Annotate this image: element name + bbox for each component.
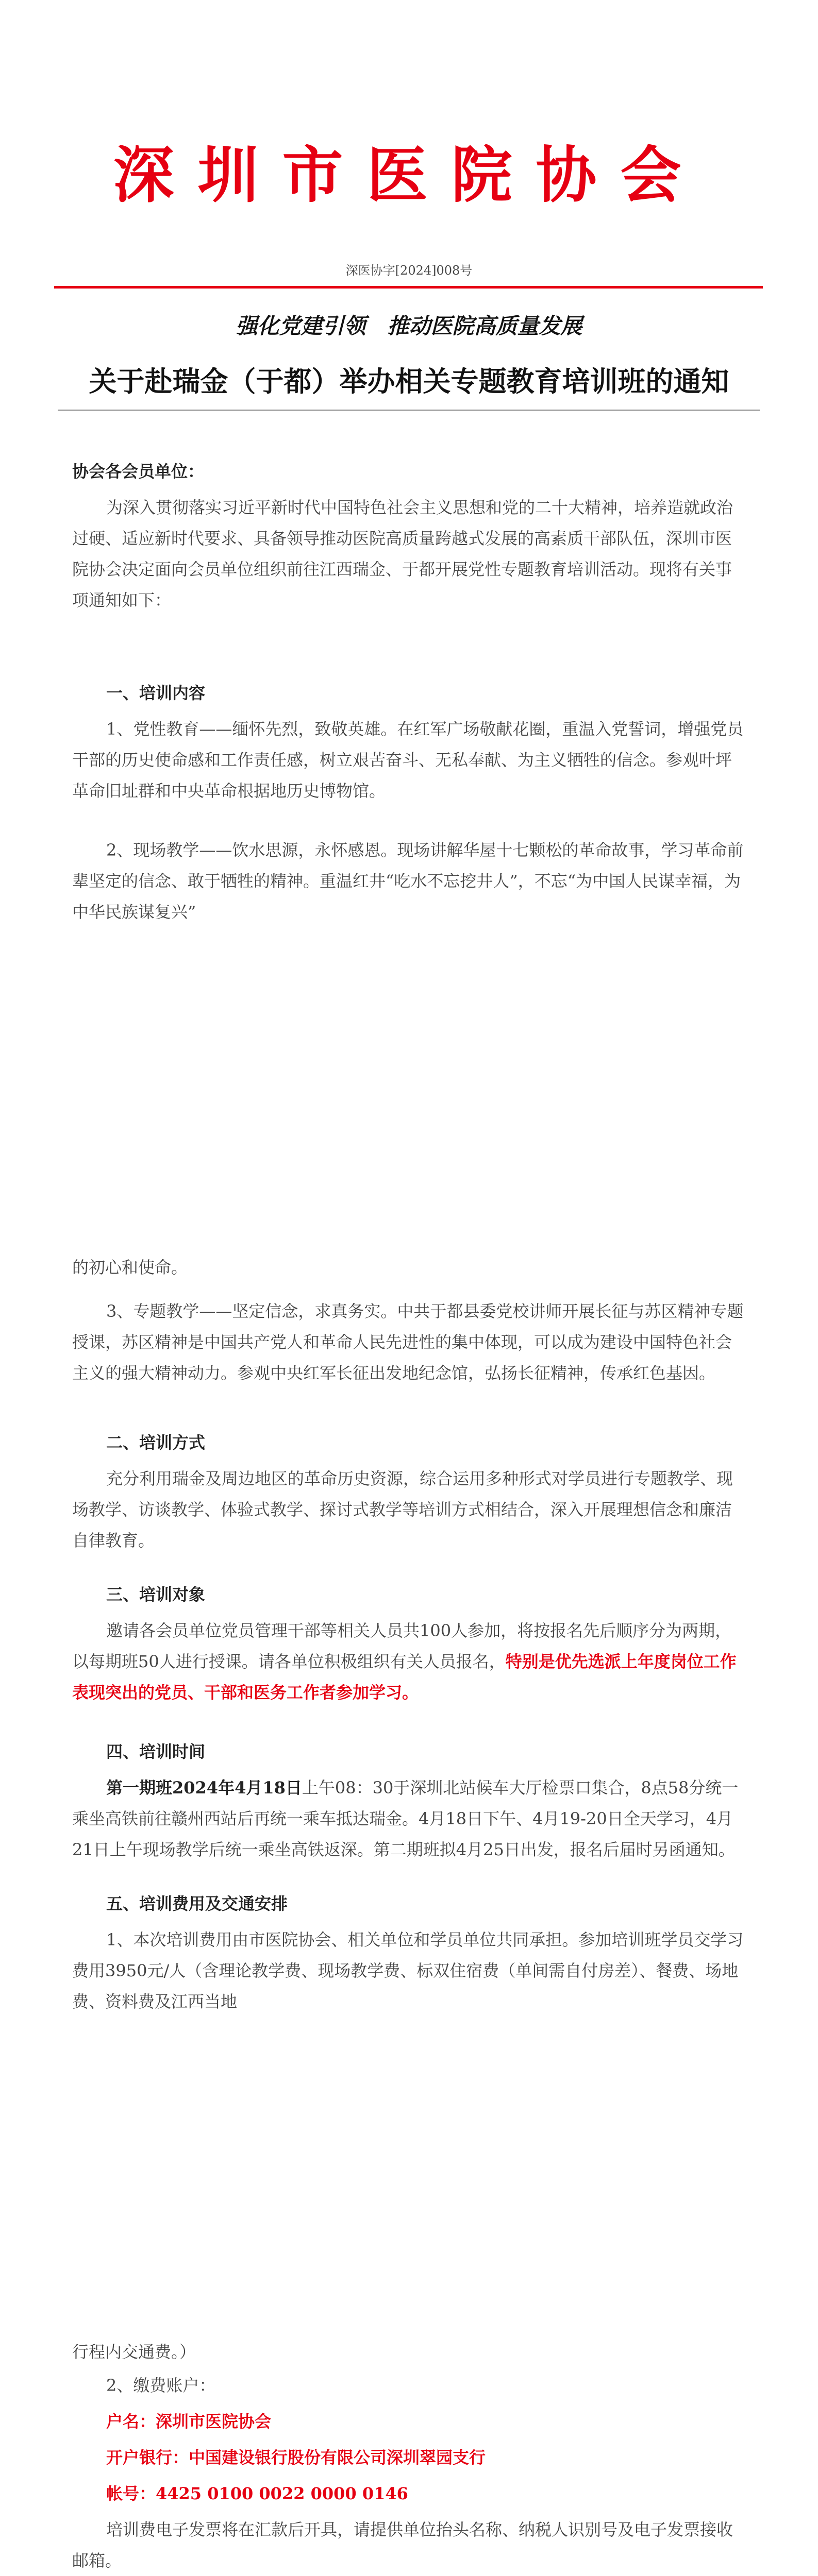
- title-divider: [58, 410, 760, 411]
- org-title: 深圳市医院协会: [113, 140, 705, 211]
- section-5-paragraph-2: 2、缴费账户：: [106, 2376, 216, 2395]
- section-2-title: 二、培训方式: [106, 1433, 206, 1452]
- section-1-paragraph-2-end: 的初心和使命。: [72, 1258, 188, 1277]
- account-bank: 开户银行：中国建设银行股份有限公司深圳翠园支行: [106, 2448, 486, 2467]
- section-1-paragraph-3: 3、专题教学——坚定信念，求真务实。中共于都县委党校讲师开展长征与苏区精神专题授课，苏区精神是中国共产党人和革命人民先进性的集中体现，可以成为建设中国特色社会主义的强大精神动力。参观中央红军长征出发地纪念馆，弘扬长征精神，传承红色基因。: [72, 1301, 744, 1383]
- section-5-paragraph-1-end: 行程内交通费。）: [72, 2342, 196, 2362]
- notice-title: 关于赴瑞金（于都）举办相关专题教育培训班的通知: [89, 365, 729, 398]
- section-3-paragraph: [72, 1615, 747, 1708]
- section-4-title: 四、培训时间: [106, 1742, 206, 1761]
- intro-paragraph: 为深入贯彻落实习近平新时代中国特色社会主义思想和党的二十大精神，培养造就政治过硬、适应新时代要求、具备领导推动医院高质量跨越式发展的高素质干部队伍，深圳市医院协会决定面向会员单位组织前往江西瑞金、于都开展党性专题教育培训活动。现将有关事项通知如下：: [72, 498, 733, 610]
- document-number: 深医协字[2024]008号: [345, 263, 473, 278]
- section-5-title: 五、培训费用及交通安排: [106, 1894, 288, 1913]
- section-1-paragraph-1: 1、党性教育——缅怀先烈，致敬英雄。在红军广场敬献花圈，重温入党誓词，增强党员干部的历史使命感和工作责任感，树立艰苦奋斗、无私奉献、为主义牺牲的信念。参观叶坪革命旧址群和中央革命根据地历史博物馆。: [72, 719, 744, 801]
- section-5-invoice-note: 培训费电子发票将在汇款后开具，请提供单位抬头名称、纳税人识别号及电子发票接收邮箱。: [72, 2520, 733, 2570]
- account-number: 帐号：4425 0100 0022 0000 0146: [106, 2484, 408, 2503]
- section-3-highlight: 特别是优先选派上年度岗位工作表现突出的党员、干部和医务工作者参加学习。: [72, 1652, 737, 1702]
- section-4-date: 第一期班2024年4月18日: [106, 1778, 302, 1798]
- account-name: 户名：深圳市医院协会: [106, 2412, 272, 2431]
- section-4-text: 上午08：30于深圳北站候车大厅检票口集合，8点58分统一乘坐高铁前往赣州西站后再统一乘车抵达瑞金。4月18日下午、4月19-20日全天学习，4月21日上午现场教学后统一乘坐高铁返深。第二期班拟4月25日出发，报名后届时另函通知。: [72, 1778, 739, 1859]
- section-3-title: 三、培训对象: [106, 1585, 206, 1604]
- section-5-paragraph-1: 1、本次培训费用由市医院协会、相关单位和学员单位共同承担。参加培训班学员交学习费用3950元/人（含理论教学费、现场教学费、标双住宿费（单间需自付房差）、餐费、场地费、资料费及江西当地: [72, 1930, 744, 2011]
- section-3-text: 邀请各会员单位党员管理干部等相关人员共100人参加，将按报名先后顺序分为两期，以每期班50人进行授课。请各单位积极组织有关人员报名，: [72, 1621, 732, 1671]
- red-divider: [54, 286, 763, 289]
- slogan: 强化党建引领 推动医院高质量发展: [236, 313, 582, 338]
- section-2-paragraph: 充分利用瑞金及周边地区的革命历史资源，综合运用多种形式对学员进行专题教学、现场教学、访谈教学、体验式教学、探讨式教学等培训方式相结合，深入开展理想信念和廉洁自律教育。: [72, 1469, 733, 1550]
- section-1-paragraph-2: 2、现场教学——饮水思源，永怀感恩。现场讲解华屋十七颗松的革命故事，学习革命前辈坚定的信念、敢于牺牲的精神。重温红井“吃水不忘挖井人”，不忘“为中国人民谋幸福，为中华民族谋复兴”: [72, 840, 744, 922]
- section-1-title: 一、培训内容: [106, 683, 206, 703]
- section-4-paragraph: [72, 1772, 747, 1865]
- salutation: 协会各会员单位：: [72, 462, 205, 481]
